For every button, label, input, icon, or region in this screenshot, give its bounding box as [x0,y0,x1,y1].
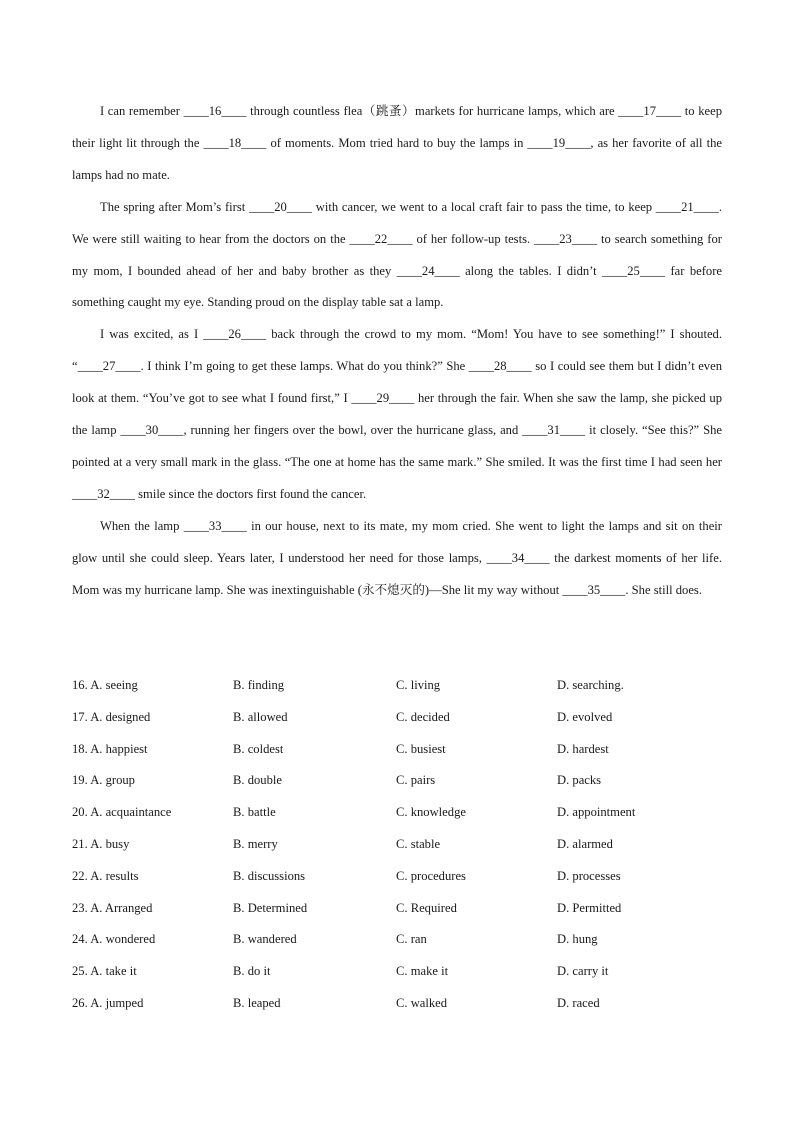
question-row-17 [72,702,722,734]
option-c: C. stable [396,836,441,851]
option-a: 18. A. happiest [72,741,148,756]
option-c: C. pairs [396,773,436,788]
option-c: C. knowledge [396,805,466,820]
question-row-22 [72,861,722,893]
reading-passage [72,96,722,607]
passage-paragraph-1: I can remember ____16____ through countless flea（跳蚤）markets for hurricane lamps, which are ____17____ to keep their light lit through the ____18____ of moments. Mom tried hard to buy the lamps in ____19____, as her favorite of all the lamps had no mate. [72,104,722,182]
option-a: 19. A. group [72,773,135,788]
option-a: 23. A. Arranged [72,900,153,915]
passage-paragraph-2: The spring after Mom’s first ____20____ with cancer, we went to a local craft fair to pass the time, to keep ____21____. We were still waiting to hear from the doctors on the ____22____ of her follow-up tests. ____23____ to search something for my mom, I bounded ahead of her and baby brother as they ____24____ along the tables. I didn’t ____25____ far before something caught my eye. Standing proud on the display table sat a lamp. [72,199,722,310]
option-d: D. Permitted [557,900,622,915]
question-row-16 [72,670,722,702]
option-d: D. processes [557,868,621,883]
option-b: B. double [233,773,282,788]
option-b: B. wandered [233,932,297,947]
option-a: 22. A. results [72,868,139,883]
option-c: C. busiest [396,741,446,756]
option-b: B. discussions [233,868,306,883]
option-d: D. raced [557,995,600,1010]
option-d: D. packs [557,773,602,788]
option-a: 17. A. designed [72,709,151,724]
option-b: B. Determined [233,900,308,915]
option-c: C. living [396,678,441,692]
question-row-21 [72,829,722,861]
question-row-18 [72,734,722,766]
option-b: B. merry [233,836,278,851]
option-c: C. decided [396,709,450,724]
option-c: C. walked [396,995,448,1010]
passage-paragraph-3: I was excited, as I ____26____ back through the crowd to my mom. “Mom! You have to see something!” I shouted. “____27____. I think I’m going to get these lamps. What do you think?” She ____28____ so I could see them but I didn’t even look at them. “You’ve got to see what I found first,” I ____29____ her through the fair. When she saw the lamp, she picked up the lamp ____30____, running her fingers over the bowl, over the hurricane glass, and ____31____ it closely. “See this?” She pointed at a very small mark in the glass. “The one at home has the same mark.” She smiled. It was the first time I had seen her ____32____ smile since the doctors first found the cancer. [72,327,722,501]
option-a: 16. A. seeing [72,678,138,692]
answer-options [72,670,722,1020]
passage-paragraph-4: When the lamp ____33____ in our house, next to its mate, my mom cried. She went to light the lamps and sit on their glow until she could sleep. Years later, I understood her need for those lamps, ____34____ the darkest moments of her life. Mom was my hurricane lamp. She was inextinguishable (永不熄灭的)—She lit my way without ____35____. She still does. [72,518,722,597]
option-d: D. hung [557,932,598,947]
question-row-19 [72,765,722,797]
option-b: B. battle [233,805,276,820]
option-a: 26. A. jumped [72,995,144,1010]
option-d: D. carry it [557,964,609,979]
option-d: D. hardest [557,741,609,756]
option-b: B. allowed [233,709,288,724]
option-a: 24. A. wondered [72,932,156,947]
question-row-20 [72,797,722,829]
option-b: B. do it [233,964,271,979]
option-c: C. make it [396,964,449,979]
option-a: 20. A. acquaintance [72,805,172,820]
option-b: B. coldest [233,741,284,756]
option-d: D. appointment [557,805,636,820]
question-row-23 [72,893,722,925]
option-d: D. searching. [557,678,624,692]
option-b: B. leaped [233,995,281,1010]
option-d: D. alarmed [557,836,613,851]
question-row-26 [72,988,722,1020]
option-c: C. Required [396,900,457,915]
option-b: B. finding [233,678,285,692]
option-d: D. evolved [557,709,613,724]
question-row-24 [72,924,722,956]
question-row-25 [72,956,722,988]
option-c: C. ran [396,932,427,947]
option-a: 25. A. take it [72,964,137,979]
option-c: C. procedures [396,868,466,883]
option-a: 21. A. busy [72,836,130,851]
